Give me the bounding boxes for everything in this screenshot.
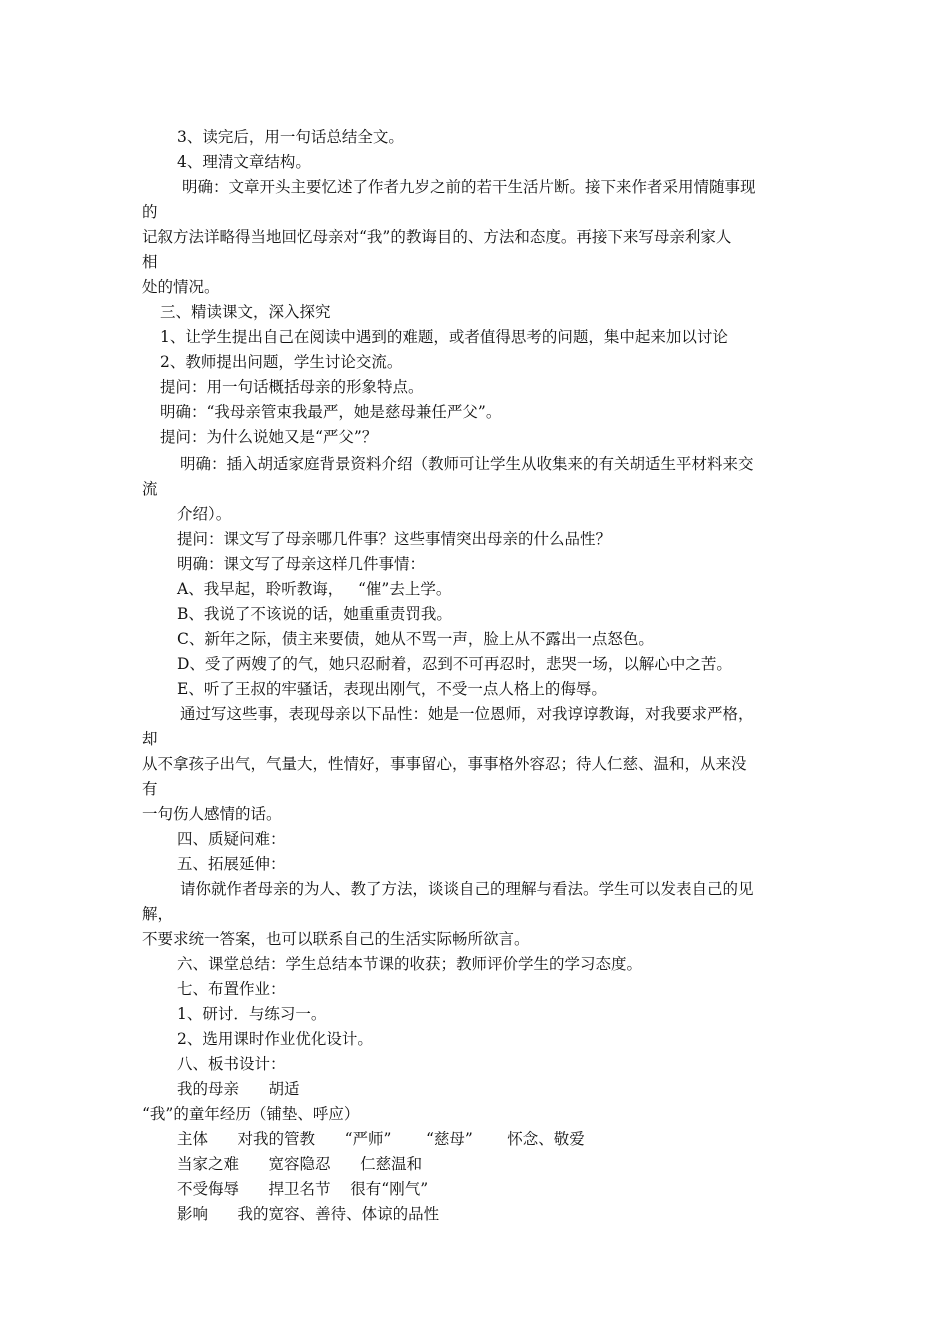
text-line: 提问：课文写了母亲哪几件事？这些事情突出母亲的什么品性？	[177, 530, 612, 548]
board-line: 影响 我的宽容、善待、体谅的品性	[177, 1205, 440, 1223]
text-line: 流	[142, 480, 158, 498]
text-line: 明确：插入胡适家庭背景资料介绍（教师可让学生从收集来的有关胡适生平材料来交	[180, 455, 754, 473]
text-line: 请你就作者母亲的为人、教了方法，谈谈自己的理解与看法。学生可以发表自己的见	[180, 880, 754, 898]
text-line: 通过写这些事，表现母亲以下品性：她是一位恩师，对我谆谆教诲，对我要求严格，	[180, 705, 754, 723]
text-line: 明确：文章开头主要忆述了作者九岁之前的若干生活片断。接下来作者采用情随事现	[182, 178, 756, 196]
list-item: B、我说了不该说的话，她重重责罚我。	[177, 605, 452, 623]
text-line: 记叙方法详略得当地回忆母亲对“我”的教诲目的、方法和态度。再接下来写母亲利家人	[142, 228, 732, 246]
list-item: A、我早起，聆听教诲， “催”去上学。	[177, 580, 452, 598]
text-line: 2、教师提出问题，学生讨论交流。	[160, 353, 403, 371]
list-item: 2、选用课时作业优化设计。	[177, 1030, 373, 1048]
text-line: 解，	[142, 905, 174, 923]
text-line: 提问：用一句话概括母亲的形象特点。	[160, 378, 424, 396]
board-line: 主体 对我的管教 “严师” “慈母” 怀念、敬爱	[177, 1130, 585, 1148]
section-heading: 四、质疑问难：	[177, 830, 286, 848]
text-line: 相	[142, 253, 158, 271]
text-line: 明确：“我母亲管束我最严，她是慈母兼任严父”。	[160, 403, 502, 421]
list-item: E、听了王叔的牢骚话，表现出刚气，不受一点人格上的侮辱。	[177, 680, 607, 698]
board-line: “我”的童年经历（铺垫、呼应）	[142, 1105, 360, 1123]
list-item: D、受了两嫂了的气，她只忍耐着，忍到不可再忍时，悲哭一场，以解心中之苦。	[177, 655, 732, 673]
text-line: 从不拿孩子出气，气量大，性情好，事事留心，事事格外容忍；待人仁慈、温和，从来没	[142, 755, 747, 773]
board-line: 不受侮辱 捍卫名节 很有“刚气”	[177, 1180, 429, 1198]
text-line: 4、理清文章结构。	[177, 153, 311, 171]
board-title: 我的母亲 胡适	[177, 1080, 300, 1098]
text-line: 3、读完后，用一句话总结全文。	[177, 128, 404, 146]
text-line: 的	[142, 203, 158, 221]
text-line: 一句伤人感情的话。	[142, 805, 282, 823]
section-heading: 五、拓展延伸：	[177, 855, 286, 873]
section-heading: 八、板书设计：	[177, 1055, 286, 1073]
text-line: 明确：课文写了母亲这样几件事情：	[177, 555, 426, 573]
text-line: 介绍）。	[177, 505, 232, 523]
section-heading: 三、精读课文，深入探究	[160, 303, 331, 321]
text-line: 处的情况。	[142, 278, 220, 296]
text-line: 提问：为什么说她又是“严父”？	[160, 428, 378, 446]
section-heading: 七、布置作业：	[177, 980, 286, 998]
section-heading: 六、课堂总结：学生总结本节课的收获；教师评价学生的学习态度。	[177, 955, 643, 973]
text-line: 有	[142, 780, 158, 798]
board-line: 当家之难 宽容隐忍 仁慈温和	[177, 1155, 423, 1173]
list-item: C、新年之际，债主来要债，她从不骂一声，脸上从不露出一点怒色。	[177, 630, 654, 648]
list-item: 1、研讨．与练习一。	[177, 1005, 327, 1023]
text-line: 却	[142, 730, 158, 748]
text-line: 1、让学生提出自己在阅读中遇到的难题，或者值得思考的问题，集中起来加以讨论	[160, 328, 728, 346]
text-line: 不要求统一答案，也可以联系自己的生活实际畅所欲言。	[142, 930, 530, 948]
